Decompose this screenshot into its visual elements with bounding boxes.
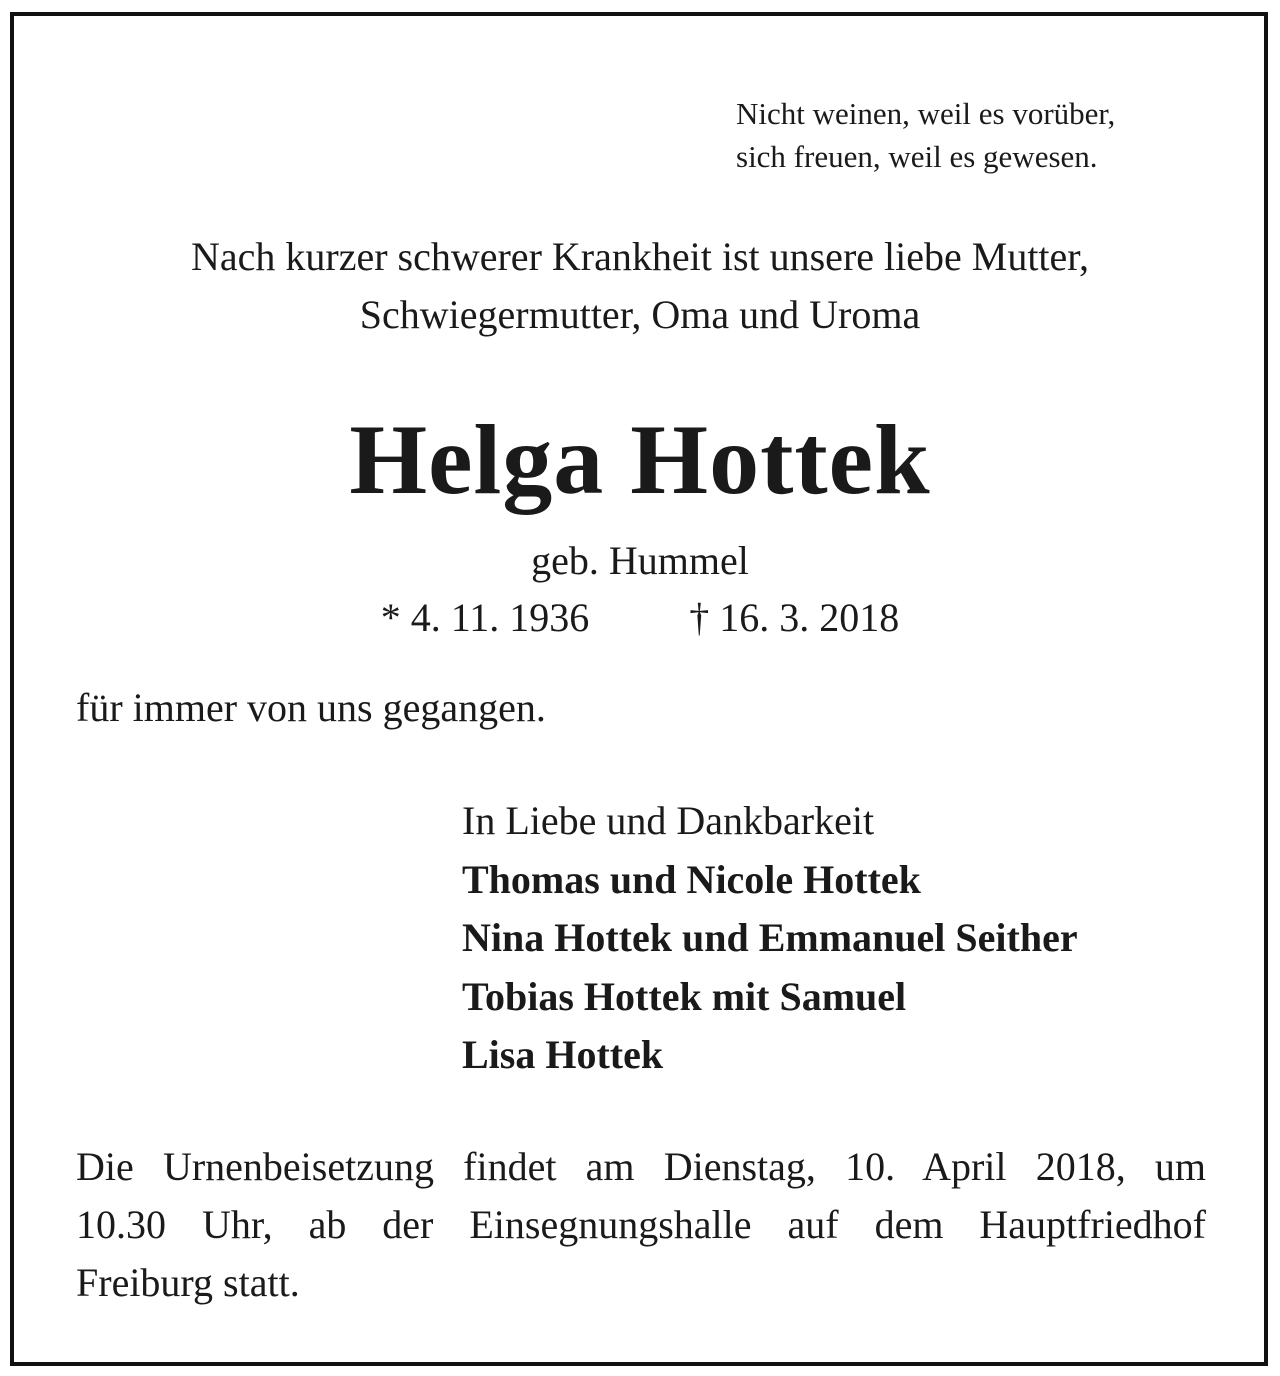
mourner-name: Nina Hottek und Emmanuel Seither: [462, 915, 1078, 960]
intro-line-1: Nach kurzer schwerer Krankheit ist unsere liebe Mutter,: [190, 234, 1090, 279]
motto-line-2: sich freuen, weil es gewesen.: [736, 139, 1098, 174]
mourner-name: Tobias Hottek mit Samuel: [462, 973, 907, 1019]
mourner-name: Thomas und Nicole Hottek: [462, 856, 921, 902]
funeral-line-3: Freiburg statt.: [76, 1260, 300, 1305]
motto-quote: [736, 92, 1115, 178]
motto-line-1: Nicht weinen, weil es vorüber,: [736, 96, 1116, 131]
mourner-name: Lisa Hottek: [462, 1032, 664, 1077]
life-dates: [0, 592, 1280, 644]
funeral-line-1: Die Urnenbeisetzung findet am Dienstag, 10. April 2018, um: [76, 1144, 1206, 1189]
birth-date: * 4. 11. 1936: [380, 595, 590, 640]
intro-text: [0, 228, 1280, 344]
funeral-line-2: 10.30 Uhr, ab der Einsegnungshalle auf dem Hauptfriedhof: [76, 1202, 1206, 1247]
mourners-lead: In Liebe und Dankbarkeit: [462, 798, 875, 843]
death-date: † 16. 3. 2018: [689, 595, 900, 640]
deceased-name: Helga Hottek: [349, 404, 931, 515]
passed-away-text: für immer von uns gegangen.: [76, 685, 546, 730]
funeral-notice: [76, 1138, 1206, 1312]
intro-line-2: Schwiegermutter, Oma und Uroma: [359, 292, 921, 337]
maiden-name: geb. Hummel: [531, 538, 749, 583]
mourners-block: [462, 792, 1078, 1085]
